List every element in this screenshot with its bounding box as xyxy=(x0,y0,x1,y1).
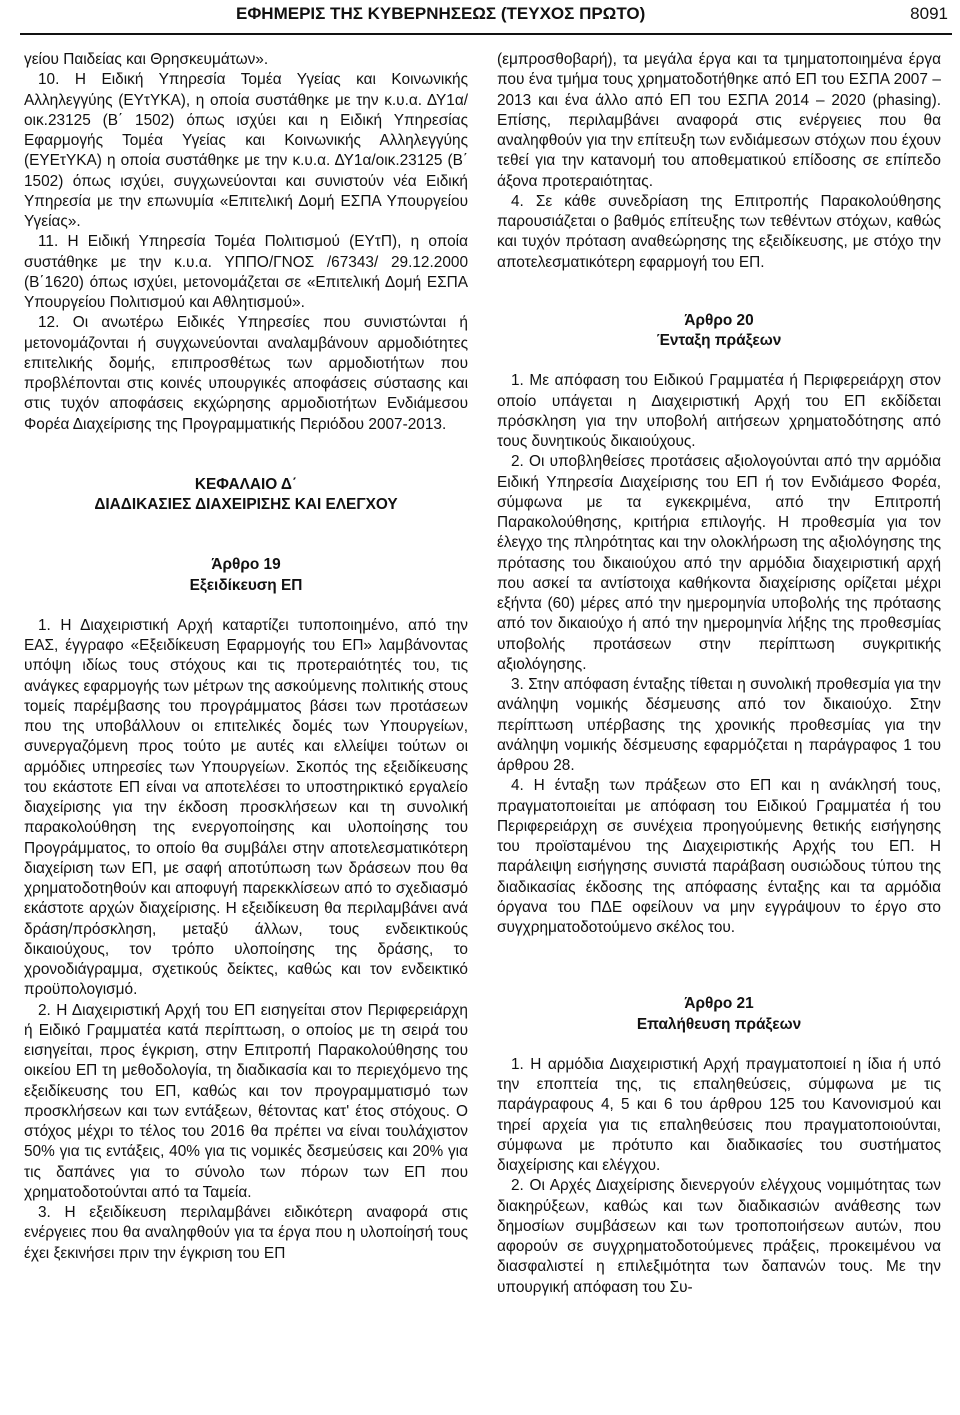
paragraph: 10. Η Ειδική Υπηρεσία Τομέα Υγείας και Κοινωνικής Αλληλεγγύης (ΕΥτΥΚΑ), η οποία συστάθηκε με την κ.υ.α. ΔΥ1α/οικ.23125 (Β΄ 1502) όπως ισχύει και η Ειδική Υπηρεσίας Εφαρμογής Τομέα Υγείας και Κοινωνικής Αλληλεγγύης (ΕΥΕτΥΚΑ) η οποία συστάθηκε με την κ.υ.α. ΔΥ1α/οικ.23125 (Β΄ 1502) όπως ισχύει, συγχωνεύονται και συνιστούν νέα Ειδική Υπηρεσία με την επωνυμία «Επιτελική Δομή ΕΣΠΑ Υπουργείου Υγείας». xyxy=(24,71,468,230)
header-rule xyxy=(20,33,952,35)
article-label: Άρθρο 19 xyxy=(211,556,281,574)
paragraph: 4. Σε κάθε συνεδρίαση της Επιτροπής Παρακολούθησης παρουσιάζεται ο βαθμός επίτευξης των τεθέντων στόχων, καθώς και τυχόν πρόταση αναθεώρησης της εξειδίκευσης, με στόχο την αποτελεσματικότερη εφαρμογή του ΕΠ. xyxy=(497,192,941,271)
paragraph: 11. Η Ειδική Υπηρεσία Τομέα Πολιτισμού (ΕΥτΠ), η οποία συστάθηκε με την κ.υ.α. ΥΠΠΟ/ΓΝΟΣ /67343/ 29.12.2000 (Β΄1620) όπως ισχύει, μετονομάζεται σε «Επιτελική Δομή ΕΣΠΑ Υπουργείου Πολιτισμού και Αθλητισμού». xyxy=(24,233,468,311)
paragraph: γείου Παιδείας και Θρησκευμάτων». xyxy=(24,51,269,68)
page-header xyxy=(0,0,960,30)
paragraph: 3. Η εξειδίκευση περιλαμβάνει ειδικότερη αναφορά στις ενέργειες που θα αναληφθούν για τα έργα που η υλοποίησή τους έχει ξεκινήσει πριν την έγκριση του ΕΠ xyxy=(24,1204,468,1262)
left-column xyxy=(24,50,468,1264)
article-title: Ένταξη πράξεων xyxy=(656,332,782,349)
article-title: Επαλήθευση πράξεων xyxy=(636,1015,802,1033)
paragraph: 2. Η Διαχειριστική Αρχή του ΕΠ εισηγείται στον Περιφερειάρχη ή Ειδικό Γραμματέα κατά περίπτωση, ο οποίος με τη σειρά του εισηγείται, προς έγκριση, στην Επιτροπή Παρακολούθησης του οικείου ΕΠ τη μεθοδολογία, τη διαδικασία και το περιεχόμενο της εξειδίκευσης του ΕΠ, καθώς και τον προγραμματισμό των προσκλήσεων και των εντάξεων, θέτοντας κατ' έτος στόχους. Ο στόχος μέχρι το τέλος του 2016 θα πρέπει να είναι τουλάχιστον 50% για τις εντάξεις, 40% για τις νομικές δεσμεύσεις και 20% για τις δαπάνες για το σύνολο των πόρων των ΕΠ που χρηματοδοτούνται από τα Ταμεία. xyxy=(24,1001,468,1201)
article-title: Εξειδίκευση ΕΠ xyxy=(189,576,303,594)
paragraph: 2. Οι Αρχές Διαχείρισης διενεργούν ελέγχους νομιμότητας των διακηρύξεων, καθώς και των διαδικασιών ανάθεσης των δημοσίων συμβάσεων και των τροποποιήσεων αυτών, που αφορούν σε συγχρηματοδοτούμενες πράξεις, προκειμένου να διασφαλιστεί η επιλεξιμότητα των δαπανών τους. Με την υπουργική απόφαση του Συ- xyxy=(497,1177,941,1296)
paragraph: (εμπροσθοβαρή), τα μεγάλα έργα και τα τμηματοποιημένα έργα που ένα τμήμα τους χρηματοδοτήθηκε από ΕΠ του ΕΣΠΑ 2007 – 2013 και ένα άλλο από ΕΠ του ΕΣΠΑ 2014 – 2020 (phasing). Επίσης, περιλαμβάνει αναφορά στις ενέργειες που θα αναληφθούν για την επίτευξη των ενδιάμεσων στόχων που έχουν τεθεί για την κατανομή του αποθεματικού επίδοσης σε επίπεδο άξονα προτεραιότητας. xyxy=(497,51,941,190)
paragraph: 2. Οι υποβληθείσες προτάσεις αξιολογούνται από την αρμόδια Ειδική Υπηρεσία Διαχείρισης του ΕΠ ή τον Ενδιάμεσο Φορέα, σύμφωνα με τα εγκεκριμένα, από την Επιτροπή Παρακολούθησης, κριτήρια επιλογής. Η προθεσμία για τον έλεγχο της πληρότητας και την ολοκλήρωση της αξιολόγησης της πρότασης του δικαιούχου από την αρμόδια διαχειριστική αρχή που ασκεί τα αντίστοιχα καθήκοντα διαχείρισης ορίζεται μέχρι εξήντα (60) μέρες από την ημερομηνία υποβολής της πρότασης από τον δικαιούχο ή από την ημερομηνία λήξης της προθεσμίας υποβολής προτάσεων στην περίπτωση συγκριτικής αξιολόγησης. xyxy=(497,453,941,673)
paragraph: 12. Οι ανωτέρω Ειδικές Υπηρεσίες που συνιστώνται ή μετονομάζονται ή συγχωνεύονται αναλαμβάνουν αρμοδιότητες επιτελικής δομής, επιπροσθέτως των αρμοδιοτήτων που προβλέπονται στις κοινές υπουργικές αποφάσεις σύστασης και στις τυχόν αποφάσεις εκχώρησης αρμοδιοτήτων Ενδιάμεσου Φορέα Διαχείρισης της Προγραμματικής Περιόδου 2007-2013. xyxy=(24,314,468,433)
paragraph: 1. Με απόφαση του Ειδικού Γραμματέα ή Περιφερειάρχη στον οποίο υπάγεται η Διαχειριστική Αρχή του ΕΠ εκδίδεται πρόσκληση για την υποβολή αιτήσεων χρηματοδότησης από τους δυνητικούς δικαιούχους. xyxy=(497,372,941,450)
article-label: Άρθρο 21 xyxy=(684,995,754,1013)
chapter-label: ΚΕΦΑΛΑΙΟ Δ΄ xyxy=(194,475,298,493)
article-label: Άρθρο 20 xyxy=(684,311,754,329)
paragraph: 1. Η αρμόδια Διαχειριστική Αρχή πραγματοποιεί η ίδια ή υπό την εποπτεία της, τις επαληθεύσεις, σύμφωνα με τις παράγραφους 4, 5 και 6 του άρθρου 125 του Κανονισμού και τηρεί αρχεία για τις επαληθεύσεις που πραγματοποιούνται, σύμφωνα με πρότυπο και διαδικασίες του συστήματος διαχείρισης και ελέγχου. xyxy=(497,1055,941,1174)
right-column xyxy=(497,50,941,1298)
page-number: 8091 xyxy=(910,4,948,23)
paragraph: 1. Η Διαχειριστική Αρχή καταρτίζει τυποποιημένο, από την ΕΑΣ, έγγραφο «Εξειδίκευση Εφαρμογής του ΕΠ» λαμβάνοντας υπόψη ιδίως τους στόχους και τις προτεραιότητές του, τις ανάγκες εφαρμογής των μέτρων της ασκούμενης πολιτικής στους τομείς παρέμβασης του προγράμματος βάσει των προτάσεων που της υποβάλλουν οι επιτελικές δομές των Υπουργείων, συνεργαζόμενη προς τούτο με αυτές και ελλείψει τούτων οι αρμόδιες υπηρεσίες των Υπουργείων. Σκοπός της εξειδίκευσης του εκάστοτε ΕΠ είναι να αποτελέσει το υποστηρικτικό εργαλείο διαχείρισης για την έκδοση προσκλήσεων και τη συνολική παρακολούθηση της ενεργοποίησης και υλοποίησης του Προγράμματος, το οποίο θα συμβάλει στην αποτελεσματικότερη διαχείριση των ΕΠ, με σαφή αποτύπωση των δράσεων που θα χρηματοδοτηθούν και αποφυγή παρεκκλίσεων από το σχεδιασμό εκάστοτε αρχών διαχείρισης. Η εξειδίκευση θα περιλαμβάνει ανά δράση/πρόσκληση, μεταξύ άλλων, τους ενδεικτικούς δικαιούχους, τον τρόπο υλοποίησης της δράσης, το χρονοδιάγραμμα, σχετικούς δείκτες, καθώς και τον ενδεικτικό προϋπολογισμό. xyxy=(24,616,468,999)
publication-title: ΕΦΗΜΕΡΙΣ ΤΗΣ ΚΥΒΕΡΝΗΣΕΩΣ (ΤΕΥΧΟΣ ΠΡΩΤΟ) xyxy=(236,4,646,23)
chapter-title: ΔΙΑΔΙΚΑΣΙΕΣ ΔΙΑΧΕΙΡΙΣΗΣ ΚΑΙ ΕΛΕΓΧΟΥ xyxy=(94,496,398,513)
paragraph: 4. Η ένταξη των πράξεων στο ΕΠ και η ανάκλησή τους, πραγματοποιείται με απόφαση του Ειδικού Γραμματέα ή του Περιφερειάρχη σε συνέχεια προηγούμενης θετικής εισήγησης του προϊσταμένου της Διαχειριστικής Αρχής του ΕΠ. Η παράλειψη εισήγησης συνιστά παράβαση ουσιώδους τύπου της διαδικασίας έκδοσης της απόφασης ένταξης και τα αρμόδια όργανα του ΠΔΕ οφείλουν να μην εγγράψουν το έργο στο συγχρηματοδοτούμενο σκέλος του. xyxy=(497,777,941,936)
paragraph: 3. Στην απόφαση ένταξης τίθεται η συνολική προθεσμία για την ανάληψη νομικής δέσμευσης από τον δικαιούχο. Στην περίπτωση υπέρβασης της χρονικής προθεσμίας για την ανάληψη νομικής δέσμευσης εφαρμόζεται η παράγραφος 1 του άρθρου 28. xyxy=(497,676,941,774)
